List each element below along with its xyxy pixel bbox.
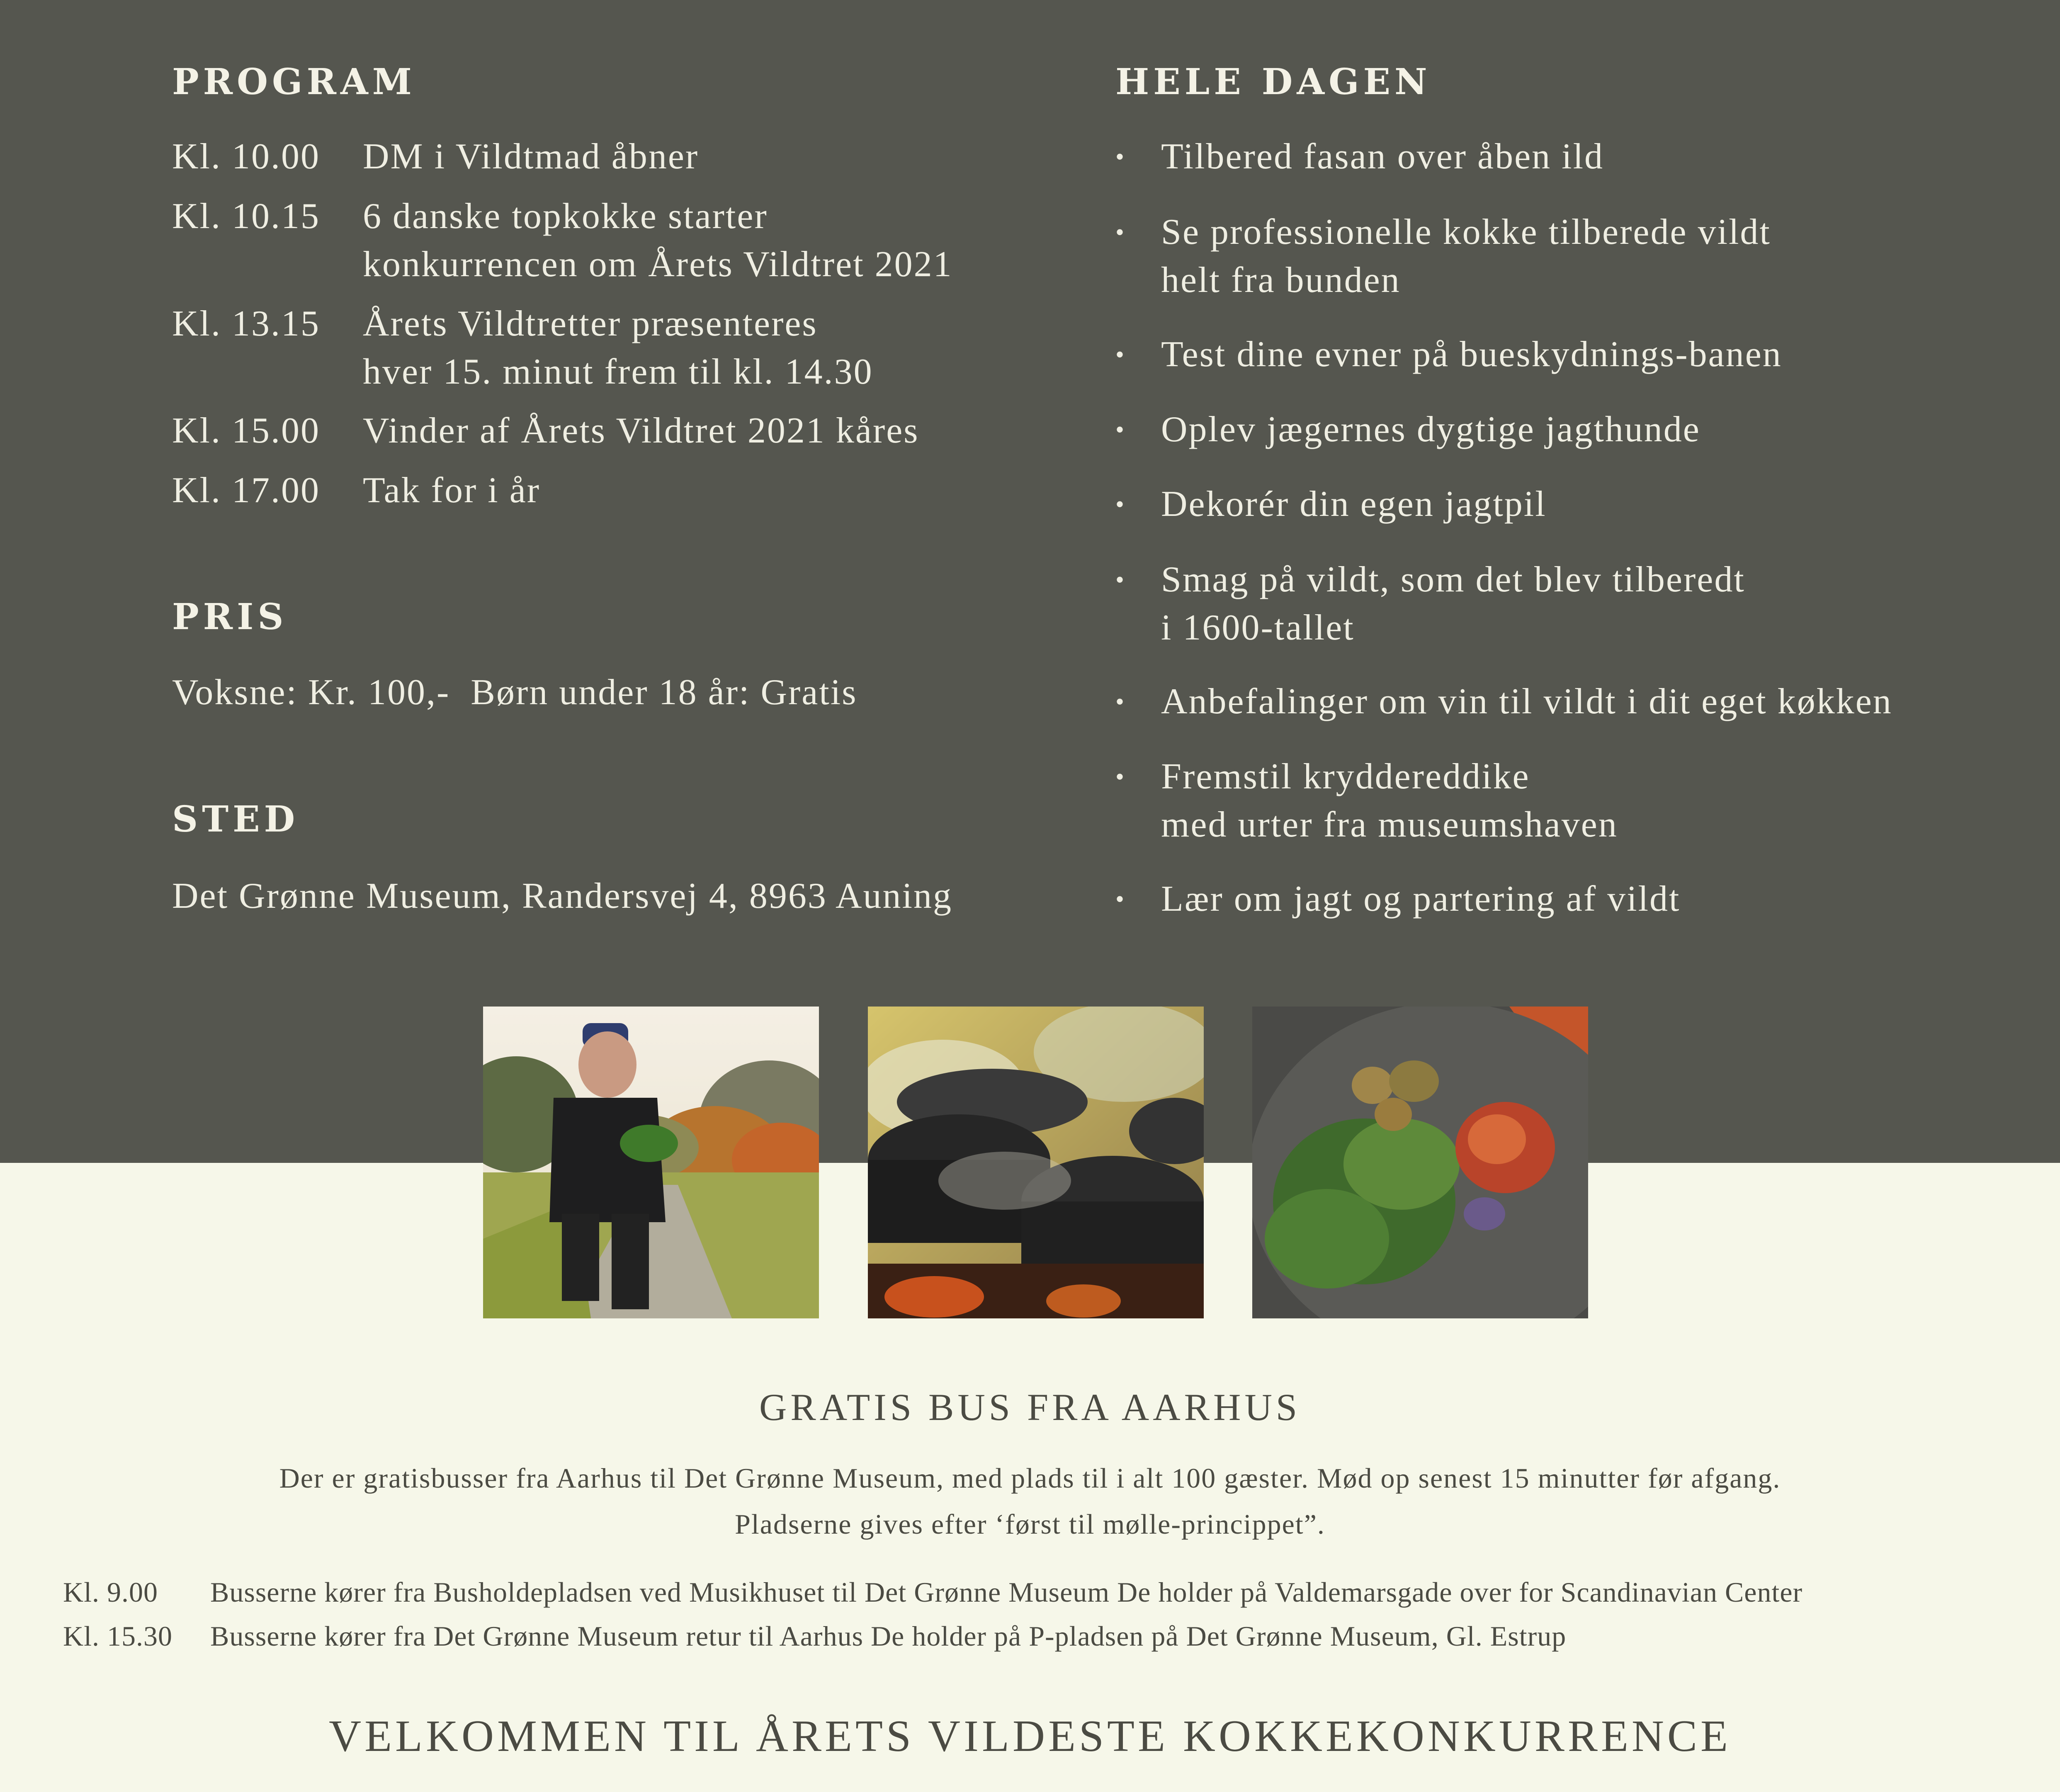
activity-text: Fremstil kryddereddike bbox=[1161, 756, 1530, 797]
bullet-icon: • bbox=[1115, 416, 1126, 443]
activity-item bbox=[1115, 133, 1604, 181]
cast-iron-pots-photo bbox=[868, 1007, 1204, 1318]
program-item bbox=[172, 133, 699, 181]
hele-dagen-title: HELE DAGEN bbox=[1115, 61, 1431, 103]
bullet-icon: • bbox=[1115, 341, 1126, 368]
bullet-icon: • bbox=[1115, 143, 1126, 170]
bus-description: Pladserne gives efter ‘først til mølle-princippet”. bbox=[735, 1508, 1325, 1540]
bus-departure-time: Kl. 9.00 bbox=[63, 1576, 158, 1608]
activity-item bbox=[1115, 406, 1700, 454]
program-text: hver 15. minut frem til kl. 14.30 bbox=[363, 352, 873, 392]
sted-title: STED bbox=[172, 798, 299, 840]
program-time: Kl. 15.00 bbox=[172, 411, 320, 451]
activity-text: helt fra bunden bbox=[1161, 260, 1401, 300]
activity-item bbox=[1115, 753, 1618, 849]
activity-text: i 1600-tallet bbox=[1161, 608, 1355, 648]
activity-text: Test dine evner på bueskydnings-banen bbox=[1161, 334, 1782, 374]
activity-item bbox=[1115, 556, 1745, 652]
program-text: 6 danske topkokke starter bbox=[363, 196, 768, 236]
game-dish-photo bbox=[1252, 1007, 1588, 1318]
welcome-headline: VELKOMMEN TIL ÅRETS VILDESTE KOKKEKONKURRENCE bbox=[329, 1712, 1731, 1761]
activity-text: med urter fra museumshaven bbox=[1161, 805, 1618, 845]
bus-description: Der er gratisbusser fra Aarhus til Det Grønne Museum, med plads til i alt 100 gæster. Mød op senest 15 minutter før afgang. bbox=[279, 1462, 1781, 1494]
program-time: Kl. 13.15 bbox=[172, 304, 320, 344]
program-item bbox=[172, 300, 873, 396]
activity-item bbox=[1115, 331, 1782, 379]
activity-text: Tilbered fasan over åben ild bbox=[1161, 136, 1604, 177]
program-item bbox=[172, 407, 919, 455]
activity-text: Oplev jægernes dygtige jagthunde bbox=[1161, 409, 1700, 450]
chef-walking-photo bbox=[483, 1007, 819, 1318]
activity-text: Se professionelle kokke tilberede vildt bbox=[1161, 212, 1771, 252]
bullet-icon: • bbox=[1115, 763, 1126, 790]
program-item bbox=[172, 192, 953, 289]
bus-departure-text: Busserne kører fra Det Grønne Museum retur til Aarhus De holder på P-pladsen på Det Grønne Museum, Gl. Estrup bbox=[210, 1620, 1567, 1652]
program-text: Tak for i år bbox=[363, 470, 541, 511]
sted-text: Det Grønne Museum, Randersvej 4, 8963 Auning bbox=[172, 876, 952, 916]
activity-item bbox=[1115, 480, 1547, 528]
bullet-icon: • bbox=[1115, 491, 1126, 518]
program-text: DM i Vildtmad åbner bbox=[363, 136, 699, 177]
activity-item bbox=[1115, 678, 1892, 726]
program-title: PROGRAM bbox=[172, 61, 416, 103]
program-time: Kl. 10.00 bbox=[172, 136, 320, 177]
activity-text: Dekorér din egen jagtpil bbox=[1161, 484, 1547, 524]
program-time: Kl. 10.15 bbox=[172, 196, 320, 236]
program-text: Vinder af Årets Vildtret 2021 kåres bbox=[363, 411, 919, 451]
activity-text: Anbefalinger om vin til vildt i dit eget køkken bbox=[1161, 681, 1892, 722]
bus-departure-row bbox=[63, 1576, 1802, 1609]
program-text: konkurrencen om Årets Vildtret 2021 bbox=[363, 244, 953, 284]
bullet-icon: • bbox=[1115, 885, 1126, 913]
bullet-icon: • bbox=[1115, 219, 1126, 246]
bus-departure-time: Kl. 15.30 bbox=[63, 1620, 172, 1652]
pris-text: Voksne: Kr. 100,- Børn under 18 år: Gratis bbox=[172, 672, 858, 712]
program-item bbox=[172, 467, 540, 515]
program-text: Årets Vildtretter præsenteres bbox=[363, 304, 818, 344]
bus-departure-text: Busserne kører fra Busholdepladsen ved Musikhuset til Det Grønne Museum De holder på Valdemarsgade over for Scandinavian Center bbox=[210, 1576, 1803, 1608]
activity-text: Lær om jagt og partering af vildt bbox=[1161, 879, 1681, 919]
bullet-icon: • bbox=[1115, 566, 1126, 593]
bus-departure-row bbox=[63, 1620, 1566, 1653]
activity-text: Smag på vildt, som det blev tilberedt bbox=[1161, 559, 1745, 600]
bullet-icon: • bbox=[1115, 688, 1126, 715]
activity-item bbox=[1115, 208, 1771, 304]
activity-item bbox=[1115, 875, 1681, 923]
pris-title: PRIS bbox=[172, 596, 288, 638]
program-time: Kl. 17.00 bbox=[172, 470, 320, 511]
bus-title: GRATIS BUS FRA AARHUS bbox=[759, 1386, 1301, 1428]
